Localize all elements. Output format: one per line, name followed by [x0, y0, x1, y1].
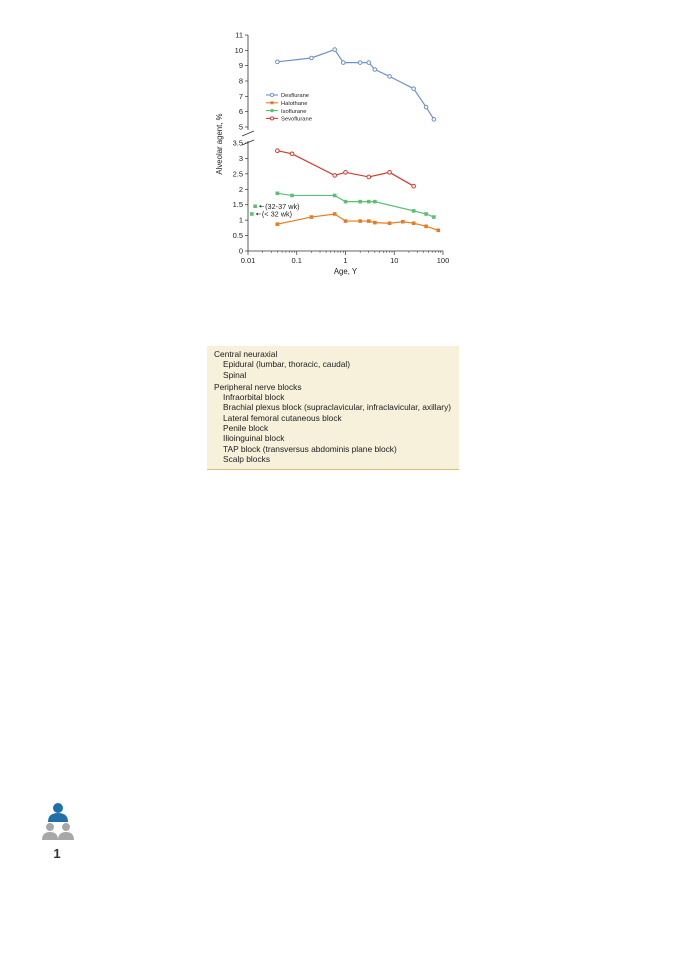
- y-tick-label: 8: [238, 76, 243, 86]
- y-tick-label: 3: [238, 153, 243, 163]
- preterm-label: (32-37 wk): [265, 201, 300, 211]
- legend-marker: [270, 93, 273, 96]
- data-point: [388, 75, 392, 79]
- chart-svg: [205, 24, 455, 280]
- data-point: [388, 221, 392, 225]
- block-item: Scalp blocks: [223, 453, 271, 464]
- data-point: [333, 48, 337, 52]
- data-point: [424, 225, 428, 229]
- y-tick-label: 11: [235, 30, 243, 40]
- anesthetic-mac-chart: [205, 24, 455, 280]
- data-point: [310, 215, 314, 219]
- y-tick-label: 1.5: [232, 200, 243, 210]
- series-line: [277, 193, 434, 217]
- data-point: [412, 221, 416, 225]
- y-tick-label: 1: [238, 215, 243, 225]
- data-point: [432, 215, 436, 219]
- data-point: [412, 87, 416, 91]
- block-item: Lateral femoral cutaneous block: [223, 412, 342, 423]
- data-point: [276, 149, 280, 153]
- data-point: [436, 229, 440, 233]
- preterm-arrowhead: [259, 205, 261, 208]
- y-tick-label: 9: [238, 61, 243, 71]
- legend-marker: [271, 109, 274, 112]
- x-tick-label: 0.1: [291, 256, 302, 265]
- data-point: [367, 200, 371, 204]
- series-halothane: [276, 212, 441, 232]
- data-point: [276, 222, 280, 226]
- x-tick-label: 100: [436, 256, 450, 265]
- y-tick-label: 0.5: [232, 231, 243, 241]
- data-point: [333, 194, 337, 198]
- data-point: [373, 200, 377, 204]
- block-item: Infraorbital block: [223, 392, 285, 403]
- data-point: [290, 194, 294, 198]
- x-axis-label: Age, Y: [333, 267, 358, 276]
- series-sevoflurane: [276, 149, 416, 188]
- data-point: [290, 152, 294, 156]
- people-count: 1: [53, 846, 61, 861]
- legend-label: Isoflurane: [281, 108, 307, 115]
- x-tick-label: 1: [343, 256, 348, 265]
- x-tick-label: 10: [390, 256, 399, 265]
- data-point: [276, 191, 280, 195]
- data-point: [412, 209, 416, 213]
- preterm-point: [253, 204, 257, 208]
- data-point: [358, 200, 362, 204]
- block-item: Penile block: [223, 423, 269, 434]
- data-point: [373, 221, 377, 225]
- series-line: [277, 151, 413, 186]
- legend-label: Desflurane: [281, 93, 310, 100]
- legend-marker: [270, 117, 273, 120]
- block-item: Spinal: [223, 369, 247, 380]
- block-item: Ilioinguinal block: [223, 433, 285, 444]
- data-point: [424, 105, 428, 109]
- data-point: [276, 60, 280, 64]
- block-item: Epidural (lumbar, thoracic, caudal): [223, 359, 351, 370]
- block-group-heading: Central neuraxial: [214, 349, 278, 359]
- data-point: [344, 171, 348, 175]
- y-tick-label: 3.5: [232, 138, 243, 148]
- people-badge[interactable]: [40, 800, 76, 862]
- data-point: [358, 219, 362, 223]
- data-point: [344, 219, 348, 223]
- legend-label: Sevoflurane: [281, 116, 312, 123]
- y-tick-label: 2: [238, 184, 243, 194]
- data-point: [310, 56, 314, 60]
- y-tick-label: 7: [238, 91, 243, 101]
- block-item: TAP block (transversus abdominis plane block): [223, 443, 397, 454]
- legend-label: Halothane: [281, 101, 308, 107]
- data-point: [424, 212, 428, 216]
- block-item: Brachial plexus block (supraclavicular, infraclavicular, axillary): [223, 402, 452, 413]
- preterm-label: (< 32 wk): [261, 209, 293, 219]
- x-tick-label: 0.01: [240, 256, 256, 265]
- y-axis-label: Alveolar agent, %: [215, 113, 224, 175]
- data-point: [432, 118, 436, 122]
- data-point: [373, 68, 377, 72]
- regional-block-table: [207, 346, 459, 470]
- data-point: [333, 212, 337, 216]
- y-tick-label: 5: [238, 122, 243, 132]
- people-icon: [40, 800, 76, 846]
- legend-marker: [271, 101, 274, 104]
- data-point: [388, 171, 392, 175]
- data-point: [333, 174, 337, 178]
- preterm-arrowhead: [256, 212, 258, 215]
- data-point: [358, 61, 362, 65]
- axis-break-mark: [242, 131, 254, 136]
- data-point: [401, 220, 405, 224]
- y-tick-label: 2.5: [232, 169, 243, 179]
- data-point: [367, 61, 371, 65]
- y-tick-label: 10: [234, 45, 243, 55]
- data-point: [344, 200, 348, 204]
- data-point: [412, 184, 416, 188]
- preterm-point: [250, 212, 254, 216]
- data-point: [341, 61, 345, 65]
- block-group-heading: Peripheral nerve blocks: [214, 381, 302, 392]
- data-point: [367, 219, 371, 223]
- y-tick-label: 6: [238, 107, 243, 117]
- data-point: [367, 175, 371, 179]
- y-tick-label: 0: [238, 246, 243, 256]
